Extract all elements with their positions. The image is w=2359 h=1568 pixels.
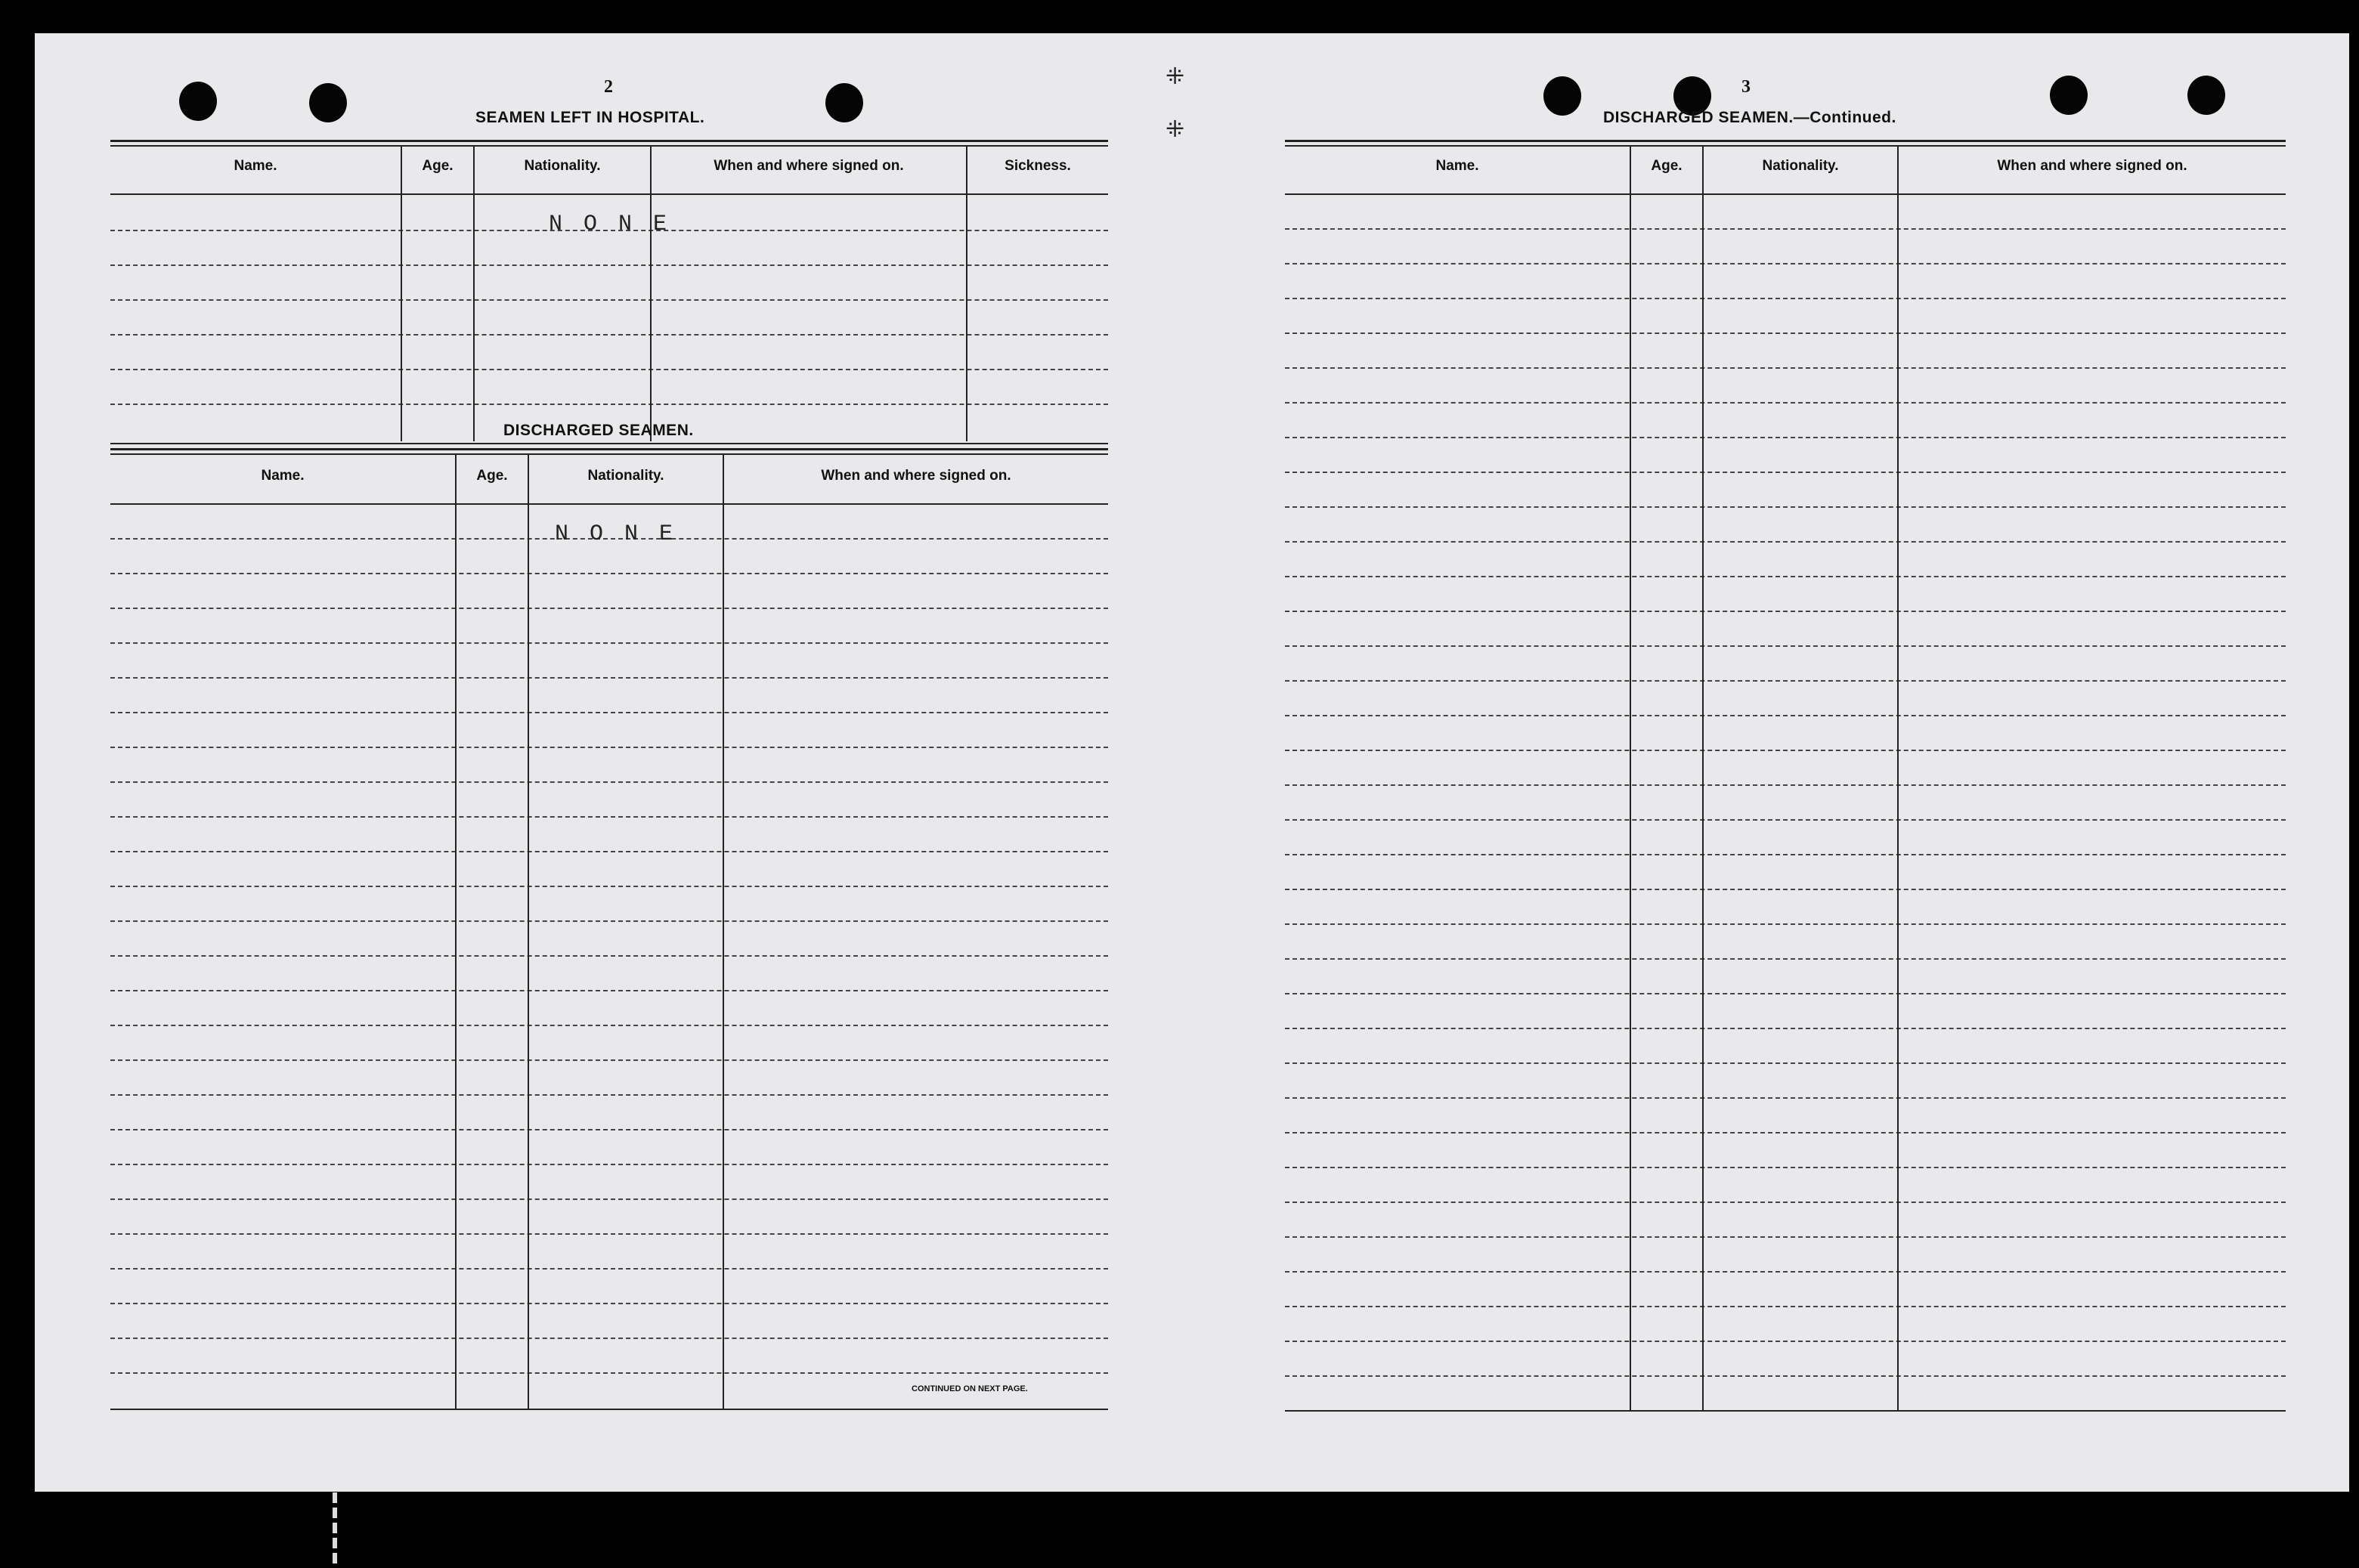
col-header-nationality: Nationality.	[524, 158, 601, 174]
row-line	[110, 1372, 1108, 1374]
col-header-age: Age.	[1651, 158, 1683, 174]
col-header-nationality: Nationality.	[587, 468, 664, 484]
row-line	[1285, 228, 2286, 230]
row-line	[1285, 1167, 2286, 1168]
col-header-name: Name.	[234, 158, 277, 174]
row-line	[1285, 332, 2286, 334]
row-line	[1285, 611, 2286, 612]
col-header-signed-on: When and where signed on.	[821, 468, 1011, 484]
row-line	[1285, 437, 2286, 438]
row-line	[1285, 645, 2286, 647]
binding-mark: ⁜	[1166, 116, 1185, 143]
row-line	[110, 712, 1108, 713]
table-bottom-rule	[110, 443, 1108, 444]
row-line	[1285, 923, 2286, 925]
row-line	[1285, 263, 2286, 264]
row-line	[110, 920, 1108, 922]
col-header-signed-on: When and where signed on.	[1997, 158, 2187, 174]
column-divider	[1702, 147, 1704, 1410]
page-number: 3	[1741, 77, 1751, 97]
row-line	[1285, 958, 2286, 960]
table-top-rule	[110, 453, 1108, 455]
row-line	[110, 990, 1108, 991]
column-divider	[1630, 147, 1631, 1410]
row-line	[110, 573, 1108, 574]
row-line	[1285, 889, 2286, 890]
row-line	[1285, 680, 2286, 682]
row-line	[110, 1233, 1108, 1235]
row-line	[1285, 1306, 2286, 1307]
typed-entry-none: NONE	[549, 212, 689, 237]
row-line	[110, 1268, 1108, 1270]
row-line	[1285, 1062, 2286, 1064]
column-divider	[650, 147, 652, 441]
header-rule	[1285, 193, 2286, 195]
row-line	[110, 1129, 1108, 1130]
row-line	[110, 816, 1108, 818]
row-line	[1285, 1375, 2286, 1377]
row-line	[1285, 993, 2286, 994]
row-line	[1285, 1236, 2286, 1238]
discharged-section-title: DISCHARGED SEAMEN.	[503, 422, 694, 439]
row-line	[1285, 1271, 2286, 1273]
col-header-signed-on: When and where signed on.	[714, 158, 904, 174]
row-line	[1285, 1341, 2286, 1342]
table-top-rule	[110, 448, 1108, 450]
table-top-rule	[110, 140, 1108, 142]
row-line	[110, 369, 1108, 370]
row-line	[1285, 1202, 2286, 1203]
col-header-name: Name.	[1435, 158, 1479, 174]
col-header-nationality: Nationality.	[1762, 158, 1839, 174]
row-line	[1285, 506, 2286, 508]
table-top-rule	[1285, 145, 2286, 147]
row-line	[110, 851, 1108, 852]
row-line	[1285, 854, 2286, 855]
row-line	[1285, 715, 2286, 716]
row-line	[1285, 750, 2286, 751]
document-sheet	[35, 33, 2349, 1492]
row-line	[1285, 1028, 2286, 1029]
row-line	[110, 781, 1108, 783]
discharged-continued-title: DISCHARGED SEAMEN.—Continued.	[1603, 109, 1896, 126]
page-number: 2	[604, 77, 613, 97]
table-top-rule	[1285, 140, 2286, 142]
row-line	[1285, 819, 2286, 821]
col-header-age: Age.	[476, 468, 508, 484]
right-page	[1184, 33, 2349, 1492]
paper-clip	[333, 1492, 337, 1568]
typed-entry-none: NONE	[555, 521, 695, 547]
column-divider	[723, 455, 724, 1409]
table-top-rule	[110, 145, 1108, 147]
col-header-sickness: Sickness.	[1005, 158, 1071, 174]
row-line	[110, 955, 1108, 957]
row-line	[110, 1059, 1108, 1061]
left-page	[35, 33, 1184, 1492]
row-line	[1285, 298, 2286, 299]
continued-note: CONTINUED ON NEXT PAGE.	[912, 1384, 1028, 1393]
row-line	[110, 642, 1108, 644]
row-line	[110, 608, 1108, 609]
column-divider	[966, 147, 967, 441]
row-line	[1285, 541, 2286, 543]
row-line	[110, 1303, 1108, 1304]
row-line	[110, 1025, 1108, 1026]
row-line	[110, 1338, 1108, 1339]
row-line	[110, 264, 1108, 266]
row-line	[1285, 367, 2286, 369]
col-header-age: Age.	[422, 158, 454, 174]
row-line	[110, 747, 1108, 748]
row-line	[1285, 402, 2286, 404]
row-line	[110, 1198, 1108, 1200]
hospital-section-title: SEAMEN LEFT IN HOSPITAL.	[475, 109, 705, 126]
table-bottom-rule	[1285, 1410, 2286, 1412]
row-line	[110, 334, 1108, 336]
row-line	[110, 1164, 1108, 1165]
row-line	[1285, 1097, 2286, 1099]
column-divider	[401, 147, 402, 441]
column-divider	[473, 147, 475, 441]
binding-mark: ⁜	[1166, 63, 1185, 90]
row-line	[110, 404, 1108, 405]
table-bottom-rule	[110, 1409, 1108, 1410]
row-line	[1285, 784, 2286, 786]
header-rule	[110, 193, 1108, 195]
row-line	[110, 1094, 1108, 1096]
header-rule	[110, 503, 1108, 505]
row-line	[110, 677, 1108, 679]
row-line	[1285, 1132, 2286, 1133]
column-divider	[528, 455, 529, 1409]
col-header-name: Name.	[261, 468, 305, 484]
row-line	[110, 886, 1108, 887]
column-divider	[455, 455, 457, 1409]
row-line	[1285, 576, 2286, 577]
row-line	[1285, 472, 2286, 473]
row-line	[110, 299, 1108, 301]
column-divider	[1897, 147, 1899, 1410]
